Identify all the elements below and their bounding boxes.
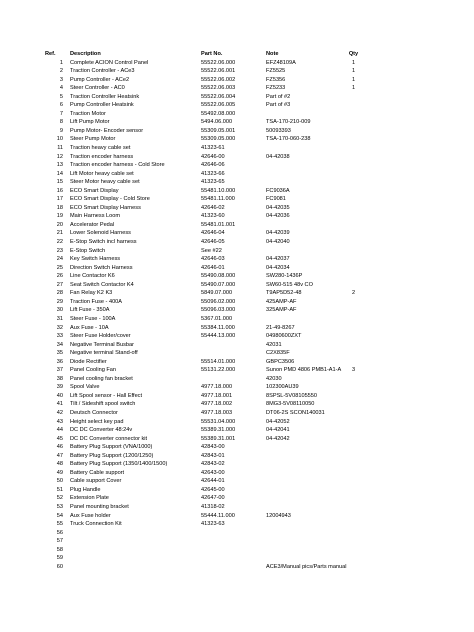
description-cell: Tilt / Sideshift spool switch	[70, 401, 136, 408]
note-cell: 04-42040	[266, 239, 290, 246]
part-number-cell: 5494.06.000	[201, 119, 233, 126]
table-row	[40, 486, 460, 495]
description-cell: DC DC Converter connector kit	[70, 435, 148, 442]
note-cell: 04-42036	[266, 213, 290, 220]
table-row	[40, 460, 460, 469]
header-ref: Ref.	[45, 51, 56, 57]
table-row	[40, 512, 460, 521]
part-number-cell: 55522.06.001	[201, 68, 236, 75]
description-cell: Key Switch Harness	[70, 256, 121, 263]
note-cell: Part of #2	[266, 93, 291, 100]
part-number-cell: 55490.08.000	[201, 273, 236, 280]
ref-cell: 60	[56, 563, 63, 570]
description-cell: Traction Fuse - 400A	[70, 298, 123, 305]
description-cell: Lift Motor heavy cable set	[70, 170, 134, 177]
ref-cell: 34	[56, 341, 63, 348]
description-cell: Lift Pump Motor	[70, 119, 110, 126]
note-cell: 8SPSL-5V08105550	[266, 392, 318, 399]
table-row	[40, 315, 460, 324]
part-number-cell: 55444.11.000	[201, 512, 235, 519]
description-cell: Panel mounting bracket	[70, 503, 129, 510]
part-number-cell: 55514.01.000	[201, 358, 236, 365]
note-cell: 42030	[266, 375, 282, 382]
part-number-cell: 55522.06.003	[201, 85, 236, 92]
table-row	[40, 93, 460, 102]
part-number-cell: 55522.06.002	[201, 76, 236, 83]
ref-cell: 47	[56, 452, 63, 459]
ref-cell: 15	[56, 179, 63, 186]
note-cell: 04-42039	[266, 230, 290, 237]
part-number-cell: 42646-01	[201, 264, 225, 271]
description-cell: Traction heavy cable set	[70, 145, 131, 152]
part-number-cell: 55131.22.000	[201, 367, 236, 374]
description-cell: E-Stop Switch incl harness	[70, 239, 137, 246]
part-number-cell: 41323-61	[201, 145, 225, 152]
note-cell: 8MG3-5V08110050	[266, 401, 315, 408]
note-cell: FZ5233	[266, 85, 286, 92]
ref-cell: 59	[56, 555, 63, 562]
table-row	[40, 324, 460, 333]
table-row	[40, 554, 460, 563]
ref-cell: 21	[56, 230, 63, 237]
description-cell: E-Stop Switch	[70, 247, 106, 254]
table-row	[40, 229, 460, 238]
part-number-cell: 55444.13.000	[201, 333, 236, 340]
ref-cell: 8	[59, 119, 63, 126]
part-number-cell: 55481.10.000	[201, 187, 236, 194]
ref-cell: 54	[56, 512, 63, 519]
table-row	[40, 161, 460, 170]
ref-cell: 11	[57, 145, 63, 152]
table-row	[40, 135, 460, 144]
table-row	[40, 375, 460, 384]
ref-cell: 25	[56, 264, 63, 271]
ref-cell: 33	[56, 333, 63, 340]
table-row	[40, 520, 460, 529]
table-row	[40, 418, 460, 427]
description-cell: Fan Relay K2 K3	[70, 290, 113, 297]
table-row	[40, 84, 460, 93]
note-cell: FZ5356	[266, 76, 286, 83]
description-cell: Plug Handle	[70, 486, 101, 493]
description-cell: Line Contactor K6	[70, 273, 115, 280]
description-cell: ECO Smart Display	[70, 187, 119, 194]
table-row	[40, 272, 460, 281]
part-number-cell: 42646-03	[201, 256, 225, 263]
description-cell: Negative terminal Stand-off	[70, 350, 138, 357]
qty-cell: 1	[351, 76, 356, 83]
note-cell: ACE3/Manual pics/Parts manual	[266, 563, 347, 570]
description-cell: Steer Fuse Holder/cover	[70, 333, 131, 340]
ref-cell: 35	[56, 350, 63, 357]
table-row	[40, 204, 460, 213]
table-row	[40, 443, 460, 452]
ref-cell: 41	[56, 401, 63, 408]
description-cell: Battery Plug Support (1350/1400/1500)	[70, 461, 168, 468]
ref-cell: 36	[56, 358, 63, 365]
description-cell: Steer Pump Motor	[70, 136, 116, 143]
ref-cell: 4	[59, 85, 63, 92]
note-cell: 04-42038	[266, 153, 290, 160]
part-number-cell: 55384.11.000	[201, 324, 235, 331]
note-cell: 42031	[266, 341, 282, 348]
ref-cell: 32	[56, 324, 63, 331]
table-row	[40, 537, 460, 546]
ref-cell: 16	[56, 187, 63, 194]
part-number-cell: 42843-00	[201, 444, 225, 451]
ref-cell: 42	[56, 409, 63, 416]
ref-cell: 9	[59, 127, 63, 134]
note-cell: FZ5525	[266, 68, 286, 75]
ref-cell: 31	[56, 315, 63, 322]
qty-cell: 2	[351, 290, 356, 297]
description-cell: ECO Smart Display - Cold Store	[70, 196, 150, 203]
ref-cell: 56	[56, 529, 63, 536]
part-number-cell: 55389.31.001	[201, 435, 236, 442]
description-cell: Aux Fuse holder	[70, 512, 111, 519]
table-row	[40, 400, 460, 409]
note-cell: DT06-2S SCON140031	[266, 409, 325, 416]
part-number-cell: 55389.31.000	[201, 427, 236, 434]
parts-table-body	[40, 59, 460, 572]
part-number-cell: 4977.18.003	[201, 409, 233, 416]
table-row	[40, 118, 460, 127]
ref-cell: 24	[56, 256, 63, 263]
note-cell: SW280-1436P	[266, 273, 303, 280]
note-cell: 04980600ZXT	[266, 333, 302, 340]
description-cell: Accelerator Pedal	[70, 221, 115, 228]
ref-cell: 10	[56, 136, 63, 143]
note-cell: 425AMP-AF	[266, 298, 297, 305]
description-cell: Negative Terminal Busbar	[70, 341, 134, 348]
description-cell: Lift Spool sensor - Hall Effect	[70, 392, 143, 399]
part-number-cell: 55096.02.000	[201, 298, 236, 305]
header-part-no: Part No.	[201, 51, 223, 57]
note-cell: 04-42042	[266, 435, 290, 442]
table-row	[40, 221, 460, 230]
table-row	[40, 469, 460, 478]
part-number-cell: 42843-02	[201, 461, 225, 468]
table-row	[40, 349, 460, 358]
ref-cell: 57	[56, 538, 63, 545]
description-cell: Extension Plate	[70, 495, 109, 502]
table-row	[40, 546, 460, 555]
note-cell: SW60-515 48v CO	[266, 281, 313, 288]
part-number-cell: 42643-00	[201, 469, 225, 476]
table-row	[40, 101, 460, 110]
ref-cell: 29	[56, 298, 63, 305]
description-cell: Battery Cable support	[70, 469, 125, 476]
ref-cell: 28	[56, 290, 63, 297]
part-number-cell: 4977.18.000	[201, 384, 233, 391]
note-cell: Sunon PMD 4806 PMB1-A1-A	[266, 367, 342, 374]
part-number-cell: 42646-04	[201, 230, 225, 237]
description-cell: Traction Controller - ACe3	[70, 68, 135, 75]
ref-cell: 49	[56, 469, 63, 476]
table-row	[40, 264, 460, 273]
description-cell: ECO Smart Display Harness	[70, 204, 141, 211]
qty-cell: 3	[351, 367, 356, 374]
table-row	[40, 247, 460, 256]
ref-cell: 30	[56, 307, 63, 314]
description-cell: Pump Controller - ACe2	[70, 76, 130, 83]
part-number-cell: 42646-02	[201, 204, 225, 211]
ref-cell: 19	[56, 213, 63, 220]
table-row	[40, 383, 460, 392]
table-row	[40, 212, 460, 221]
ref-cell: 7	[59, 110, 63, 117]
note-cell: T9AP5D52-48	[266, 290, 302, 297]
description-cell: Deutsch Connector	[70, 409, 118, 416]
ref-cell: 17	[56, 196, 63, 203]
ref-cell: 37	[56, 367, 63, 374]
table-row	[40, 289, 460, 298]
description-cell: Steer Motor heavy cable set	[70, 179, 140, 186]
description-cell: Seat Switch Contactor K4	[70, 281, 134, 288]
table-row	[40, 298, 460, 307]
ref-cell: 12	[56, 153, 63, 160]
description-cell: Traction Controller Heatsink	[70, 93, 140, 100]
table-row	[40, 341, 460, 350]
description-cell: Aux Fuse - 10A	[70, 324, 109, 331]
ref-cell: 23	[56, 247, 63, 254]
ref-cell: 5	[59, 93, 63, 100]
ref-cell: 55	[56, 521, 63, 528]
ref-cell: 48	[56, 461, 63, 468]
table-row	[40, 281, 460, 290]
part-number-cell: 55522.06.000	[201, 59, 236, 66]
description-cell: Battery Plug Support (1200/1250)	[70, 452, 154, 459]
description-cell: Panel cooling fan bracket	[70, 375, 133, 382]
part-number-cell: 42646-06	[201, 162, 225, 169]
part-number-cell: 55309.05.000	[201, 136, 236, 143]
note-cell: C2X835F	[266, 350, 290, 357]
description-cell: Truck Connection Kit	[70, 521, 122, 528]
description-cell: Steer Controller - AC0	[70, 85, 125, 92]
note-cell: 12004943	[266, 512, 291, 519]
table-row	[40, 503, 460, 512]
table-row	[40, 426, 460, 435]
note-cell: GBPC3506	[266, 358, 295, 365]
ref-cell: 27	[56, 281, 63, 288]
description-cell: Main Harness Loom	[70, 213, 121, 220]
part-number-cell: See #22	[201, 247, 222, 254]
ref-cell: 26	[56, 273, 63, 280]
description-cell: Complete ACION Control Panel	[70, 59, 149, 66]
table-row	[40, 358, 460, 367]
description-cell: Traction Motor	[70, 110, 106, 117]
table-row	[40, 153, 460, 162]
note-cell: 04-42041	[266, 427, 290, 434]
ref-cell: 40	[56, 392, 63, 399]
note-cell: FC9036A	[266, 187, 290, 194]
table-row	[40, 494, 460, 503]
note-cell: 04-42035	[266, 204, 290, 211]
note-cell: 50093393	[266, 127, 291, 134]
table-row	[40, 477, 460, 486]
ref-cell: 3	[59, 76, 63, 83]
ref-cell: 39	[56, 384, 63, 391]
header-qty: Qty	[348, 51, 359, 57]
description-cell: Pump Motor- Encoder sensor	[70, 127, 144, 134]
qty-cell: 1	[351, 68, 356, 75]
part-number-cell: 42646-05	[201, 239, 225, 246]
note-cell: 04-42037	[266, 256, 290, 263]
ref-cell: 51	[56, 486, 63, 493]
table-row	[40, 366, 460, 375]
part-number-cell: 4977.18.001	[201, 392, 233, 399]
part-number-cell: 41323-65	[201, 179, 225, 186]
table-row	[40, 76, 460, 85]
ref-cell: 45	[56, 435, 63, 442]
table-row	[40, 563, 460, 572]
ref-cell: 38	[56, 375, 63, 382]
ref-cell: 13	[56, 162, 63, 169]
table-row	[40, 409, 460, 418]
ref-cell: 50	[56, 478, 63, 485]
description-cell: Traction encoder harness	[70, 153, 134, 160]
ref-cell: 52	[56, 495, 63, 502]
ref-cell: 20	[56, 221, 63, 228]
table-row	[40, 67, 460, 76]
part-number-cell: 55481.01.001	[201, 221, 236, 228]
part-number-cell: 42843-01	[201, 452, 225, 459]
note-cell: 04-42034	[266, 264, 290, 271]
note-cell: Part of #3	[266, 102, 291, 109]
ref-cell: 18	[56, 204, 63, 211]
description-cell: Traction encoder harness - Cold Store	[70, 162, 165, 169]
ref-cell: 44	[56, 427, 63, 434]
table-row	[40, 59, 460, 68]
description-cell: Spool Valve	[70, 384, 100, 391]
description-cell: Panel Cooling Fan	[70, 367, 117, 374]
part-number-cell: 55481.11.000	[201, 196, 235, 203]
table-row	[40, 127, 460, 136]
part-number-cell: 55096.03.000	[201, 307, 236, 314]
part-number-cell: 41318-02	[201, 503, 225, 510]
note-cell: FC9081	[266, 196, 286, 203]
table-row	[40, 255, 460, 264]
table-row	[40, 195, 460, 204]
ref-cell: 22	[56, 239, 63, 246]
description-cell: Lift Fuse - 350A	[70, 307, 110, 314]
note-cell: 325AMP-AF	[266, 307, 297, 314]
note-cell: 102300AU39	[266, 384, 299, 391]
qty-cell: 1	[351, 59, 356, 66]
ref-cell: 6	[59, 102, 63, 109]
table-row	[40, 435, 460, 444]
description-cell: DC DC Converter 48:24v	[70, 427, 133, 434]
parts-list-sheet	[40, 50, 460, 571]
note-cell: 04-42052	[266, 418, 290, 425]
part-number-cell: 42647-00	[201, 495, 225, 502]
part-number-cell: 5849.07.000	[201, 290, 233, 297]
part-number-cell: 55522.06.005	[201, 102, 236, 109]
table-row	[40, 110, 460, 119]
part-number-cell: 4977.18.002	[201, 401, 233, 408]
part-number-cell: 42646-00	[201, 153, 225, 160]
table-header	[40, 50, 460, 59]
part-number-cell: 55531.04.000	[201, 418, 236, 425]
ref-cell: 1	[59, 59, 63, 66]
table-row	[40, 452, 460, 461]
table-row	[40, 332, 460, 341]
table-row	[40, 187, 460, 196]
ref-cell: 14	[56, 170, 63, 177]
header-note: Note	[266, 51, 279, 57]
description-cell: Steer Fuse - 100A	[70, 315, 116, 322]
note-cell: EFZ48109A	[266, 59, 296, 66]
ref-cell: 46	[56, 444, 63, 451]
part-number-cell: 55492.08.000	[201, 110, 236, 117]
note-cell: TSA-170-210-009	[266, 119, 311, 126]
ref-cell: 58	[56, 546, 63, 553]
table-row	[40, 529, 460, 538]
table-row	[40, 144, 460, 153]
description-cell: Direction Switch Harness	[70, 264, 133, 271]
qty-cell: 1	[351, 85, 356, 92]
table-row	[40, 170, 460, 179]
part-number-cell: 55309.05.001	[201, 127, 236, 134]
note-cell: TSA-170-060-238	[266, 136, 311, 143]
part-number-cell: 42645-00	[201, 486, 225, 493]
part-number-cell: 41323-63	[201, 521, 225, 528]
table-row	[40, 306, 460, 315]
description-cell: Battery Plug Support (VNA/1000)	[70, 444, 153, 451]
description-cell: Height select key pad	[70, 418, 124, 425]
table-row	[40, 178, 460, 187]
part-number-cell: 41323-60	[201, 213, 225, 220]
ref-cell: 2	[59, 68, 63, 75]
description-cell: Lower Solenoid Harness	[70, 230, 131, 237]
description-cell: Pump Controller Heatsink	[70, 102, 134, 109]
description-cell: Cable support Cover	[70, 478, 122, 485]
header-description: Description	[70, 51, 101, 57]
description-cell: Diode Rectifier	[70, 358, 107, 365]
part-number-cell: 41323-66	[201, 170, 225, 177]
table-row	[40, 238, 460, 247]
note-cell: 21-49-8267	[266, 324, 295, 331]
part-number-cell: 55490.07.000	[201, 281, 236, 288]
part-number-cell: 5367.01.000	[201, 315, 233, 322]
table-row	[40, 392, 460, 401]
part-number-cell: 42644-01	[201, 478, 225, 485]
ref-cell: 53	[56, 503, 63, 510]
ref-cell: 43	[56, 418, 63, 425]
part-number-cell: 55522.06.004	[201, 93, 236, 100]
